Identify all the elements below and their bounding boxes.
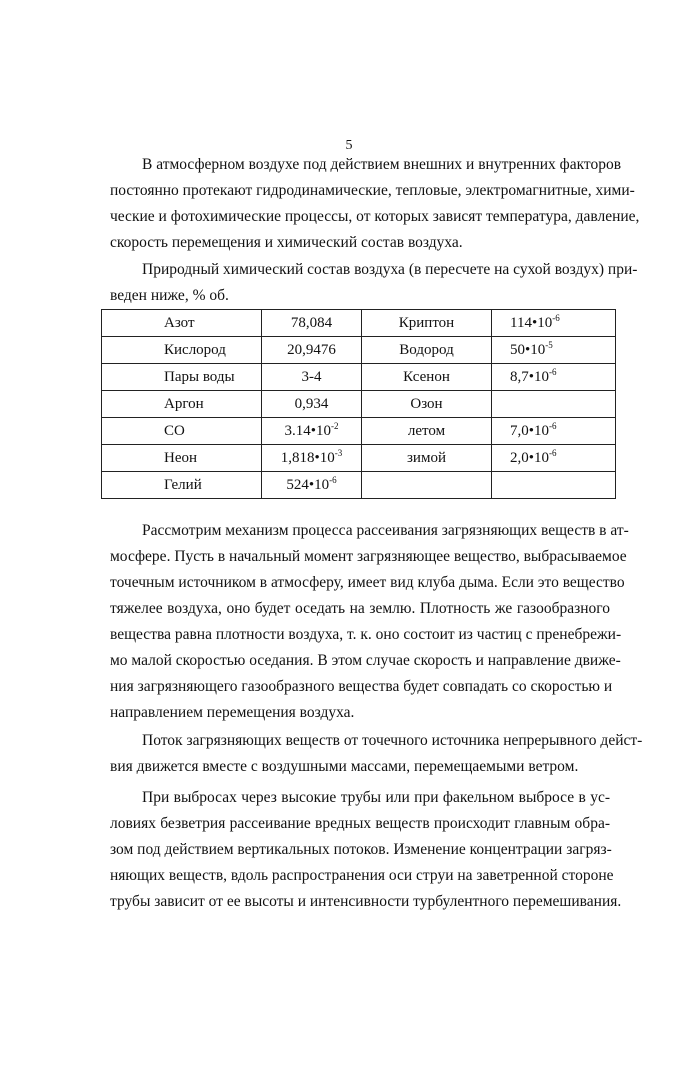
text-line: вия движется вместе с воздушными массами, перемещаемыми ветром.	[110, 758, 579, 775]
cell-text: СО	[164, 422, 185, 439]
text-line: веден ниже, % об.	[110, 287, 229, 304]
cell-text: Криптон	[398, 314, 455, 331]
gas-value-cell	[492, 445, 616, 472]
cell-text: Аргон	[164, 395, 204, 412]
gas-value-cell	[262, 445, 362, 472]
cell-text: Азот	[164, 314, 195, 331]
cell-text: 114•10	[510, 314, 553, 331]
page-number: 5	[345, 138, 353, 153]
exponent: -3	[334, 447, 343, 458]
gas-value-cell	[262, 472, 362, 499]
exponent: -2	[331, 420, 339, 431]
table-row	[102, 391, 616, 418]
text-line: ловиях безветрия рассеивание вредных веществ происходит главным обра-	[110, 815, 610, 832]
gas-value-cell	[262, 391, 362, 418]
gas-name-cell	[362, 418, 492, 445]
cell-text: 8,7•10	[510, 368, 550, 385]
text-line: няющих веществ, вдоль распространения оси струи на заветренной стороне	[110, 867, 614, 884]
gas-name-cell	[102, 364, 262, 391]
cell-text: Неон	[164, 449, 198, 466]
paragraph-3	[110, 518, 629, 726]
cell-text: 50•10	[510, 341, 546, 358]
gas-value-cell	[492, 391, 616, 418]
cell-text: 3-4	[301, 368, 322, 385]
text-line: точечным источником в атмосферу, имеет вид клуба дыма. Если это вещество	[110, 574, 625, 591]
cell-text: зимой	[407, 449, 446, 466]
paragraph-2	[110, 257, 638, 309]
text-line: При выбросах через высокие трубы или при факельном выбросе в ус-	[142, 789, 610, 806]
gas-name-cell	[102, 445, 262, 472]
table-row	[102, 445, 616, 472]
text-line: скорость перемещения и химический состав воздуха.	[110, 234, 463, 251]
cell-text: Водород	[399, 341, 454, 358]
gas-name-cell	[102, 337, 262, 364]
text-line: зом под действием вертикальных потоков. Изменение концентрации загряз-	[110, 841, 612, 858]
gas-name-cell	[362, 472, 492, 499]
text-line: постоянно протекают гидродинамические, тепловые, электромагнитные, хими-	[110, 182, 635, 199]
table-row	[102, 364, 616, 391]
gas-value-cell	[262, 310, 362, 337]
gas-value-cell	[492, 418, 616, 445]
cell-text: Ксенон	[403, 368, 450, 385]
exponent: -6	[549, 447, 557, 458]
cell-text: 78,084	[290, 314, 333, 331]
cell-text: 1,818•10	[280, 449, 335, 466]
gas-name-cell	[362, 310, 492, 337]
gas-name-cell	[362, 391, 492, 418]
gas-value-cell	[262, 364, 362, 391]
cell-text: 20,9476	[287, 341, 336, 358]
cell-text: 0,934	[294, 395, 329, 412]
gas-name-cell	[102, 310, 262, 337]
cell-text: Кислород	[164, 341, 226, 358]
exponent: -5	[545, 339, 553, 350]
exponent: -6	[549, 366, 557, 377]
gas-name-cell	[362, 364, 492, 391]
gas-value-cell	[492, 364, 616, 391]
gas-name-cell	[102, 418, 262, 445]
exponent: -6	[329, 474, 337, 485]
text-line: вещества равна плотности воздуха, т. к. оно состоит из частиц с пренебрежи-	[110, 626, 622, 643]
cell-text: 2,0•10	[510, 449, 550, 466]
text-line: Поток загрязняющих веществ от точечного источника непрерывного дейст-	[142, 732, 643, 749]
text-line: трубы зависит от ее высоты и интенсивности турбулентного перемешивания.	[110, 893, 622, 910]
text-line: мо малой скоростью оседания. В этом случае скорость и направление движе-	[110, 652, 621, 669]
gas-name-cell	[362, 337, 492, 364]
text-line: Рассмотрим механизм процесса рассеивания загрязняющих веществ в ат-	[142, 522, 629, 539]
text-line: ческие и фотохимические процессы, от которых зависят температура, давление,	[110, 208, 640, 225]
cell-text: Пары воды	[164, 368, 235, 385]
gas-name-cell	[102, 391, 262, 418]
text-line: направлением перемещения воздуха.	[110, 704, 355, 721]
exponent: -6	[552, 312, 560, 323]
text-line: ния загрязняющего газообразного вещества будет совпадать со скоростью и	[110, 678, 613, 695]
table-row	[102, 472, 616, 499]
exponent: -6	[549, 420, 557, 431]
gas-value-cell	[262, 337, 362, 364]
cell-text: 524•10	[286, 476, 330, 493]
air-composition-table	[101, 309, 616, 499]
gas-value-cell	[492, 472, 616, 499]
text-line: тяжелее воздуха, оно будет оседать на землю. Плотность же газообразного	[110, 600, 610, 617]
table-row	[102, 418, 616, 445]
gas-value-cell	[492, 310, 616, 337]
cell-text: 3.14•10	[284, 422, 331, 439]
table-row	[102, 337, 616, 364]
paragraph-1	[110, 152, 640, 256]
gas-value-cell	[262, 418, 362, 445]
cell-text: Гелий	[164, 476, 202, 493]
text-line: мосфере. Пусть в начальный момент загрязняющее вещество, выбрасываемое	[110, 548, 627, 565]
cell-text: 7,0•10	[510, 422, 550, 439]
paragraph-4	[110, 728, 643, 780]
cell-text: летом	[407, 422, 446, 439]
gas-name-cell	[102, 472, 262, 499]
gas-value-cell	[492, 337, 616, 364]
paragraph-5	[110, 785, 622, 915]
text-line: В атмосферном воздухе под действием внешних и внутренних факторов	[142, 156, 622, 173]
gas-name-cell	[362, 445, 492, 472]
text-line: Природный химический состав воздуха (в пересчете на сухой воздух) при-	[142, 261, 638, 278]
cell-text: Озон	[410, 395, 443, 412]
table-row	[102, 310, 616, 337]
